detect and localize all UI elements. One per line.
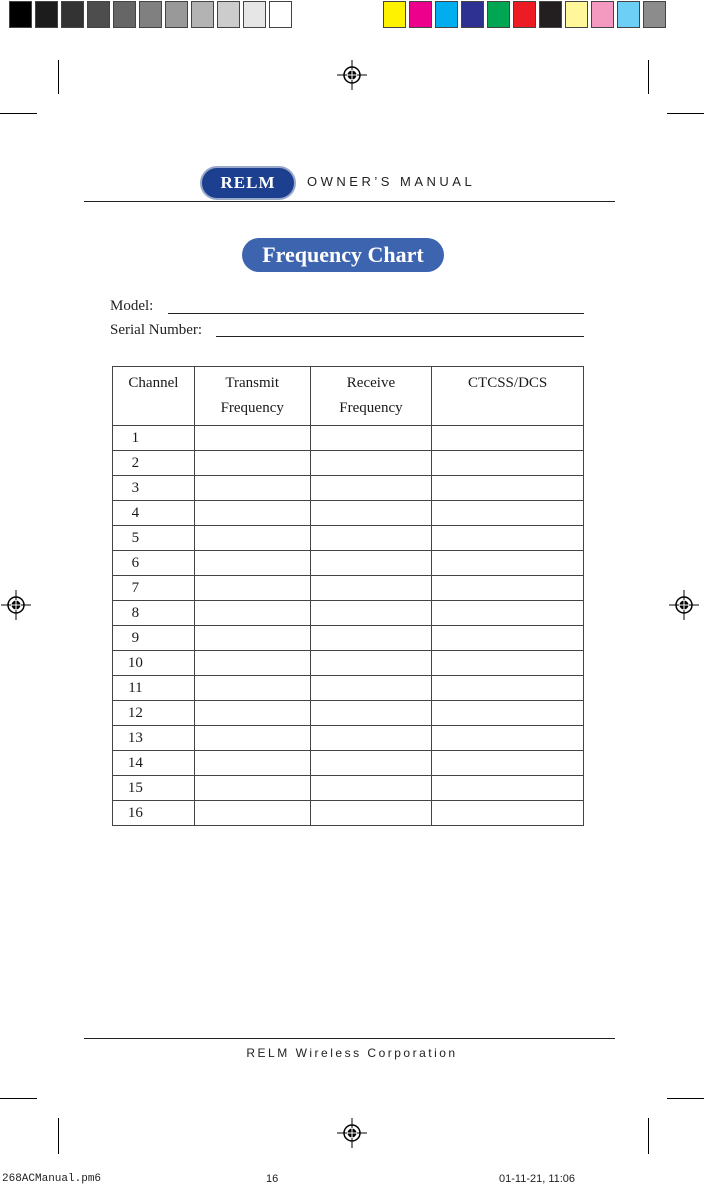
frequency-table bbox=[112, 366, 584, 826]
receive-frequency-cell[interactable] bbox=[310, 551, 432, 576]
ctcss-dcs-cell[interactable] bbox=[432, 676, 584, 701]
transmit-frequency-cell[interactable] bbox=[194, 726, 310, 751]
table-row bbox=[113, 751, 584, 776]
slug-filename: 268ACManual.pm6 bbox=[2, 1173, 102, 1185]
footer-company: RELM Wireless Corporation bbox=[246, 1046, 458, 1060]
ctcss-dcs-cell[interactable] bbox=[432, 601, 584, 626]
ctcss-dcs-cell[interactable] bbox=[432, 476, 584, 501]
receive-frequency-cell[interactable] bbox=[310, 526, 432, 551]
column-header bbox=[194, 367, 310, 426]
table-header-row bbox=[113, 367, 584, 426]
transmit-frequency-cell[interactable] bbox=[194, 651, 310, 676]
ctcss-dcs-cell[interactable] bbox=[432, 701, 584, 726]
column-header-line: Frequency bbox=[339, 400, 403, 416]
channel-number: 5 bbox=[113, 526, 195, 551]
transmit-frequency-cell[interactable] bbox=[194, 451, 310, 476]
transmit-frequency-cell[interactable] bbox=[194, 601, 310, 626]
channel-number: 6 bbox=[113, 551, 195, 576]
ctcss-dcs-cell[interactable] bbox=[432, 776, 584, 801]
model-field bbox=[168, 313, 584, 314]
column-header-line: CTCSS/DCS bbox=[468, 375, 548, 391]
transmit-frequency-cell[interactable] bbox=[194, 751, 310, 776]
receive-frequency-cell[interactable] bbox=[310, 626, 432, 651]
color-swatch bbox=[591, 1, 614, 28]
crop-mark bbox=[0, 1098, 37, 1099]
table-row bbox=[113, 701, 584, 726]
channel-number: 13 bbox=[113, 726, 195, 751]
ctcss-dcs-cell[interactable] bbox=[432, 526, 584, 551]
channel-number: 1 bbox=[113, 426, 195, 451]
receive-frequency-cell[interactable] bbox=[310, 601, 432, 626]
color-calibration-bar bbox=[383, 1, 666, 28]
color-swatch bbox=[513, 1, 536, 28]
receive-frequency-cell[interactable] bbox=[310, 776, 432, 801]
crop-mark bbox=[667, 113, 704, 114]
gray-swatch bbox=[61, 1, 84, 28]
column-header bbox=[310, 367, 432, 426]
receive-frequency-cell[interactable] bbox=[310, 451, 432, 476]
table-row bbox=[113, 576, 584, 601]
receive-frequency-cell[interactable] bbox=[310, 501, 432, 526]
header-rule bbox=[84, 201, 615, 202]
ctcss-dcs-cell[interactable] bbox=[432, 576, 584, 601]
receive-frequency-cell[interactable] bbox=[310, 576, 432, 601]
color-swatch bbox=[565, 1, 588, 28]
table-row bbox=[113, 501, 584, 526]
channel-number: 10 bbox=[113, 651, 195, 676]
channel-number: 3 bbox=[113, 476, 195, 501]
footer-rule bbox=[84, 1038, 615, 1039]
receive-frequency-cell[interactable] bbox=[310, 426, 432, 451]
color-swatch bbox=[461, 1, 484, 28]
color-swatch bbox=[409, 1, 432, 28]
chart-title: Frequency Chart bbox=[242, 238, 444, 272]
column-header bbox=[432, 367, 584, 426]
table-row bbox=[113, 426, 584, 451]
serial-number-label: Serial Number: bbox=[110, 322, 203, 338]
relm-logo bbox=[200, 166, 296, 200]
crop-mark bbox=[648, 60, 649, 94]
transmit-frequency-cell[interactable] bbox=[194, 801, 310, 826]
receive-frequency-cell[interactable] bbox=[310, 801, 432, 826]
transmit-frequency-cell[interactable] bbox=[194, 776, 310, 801]
column-header bbox=[113, 367, 195, 426]
receive-frequency-cell[interactable] bbox=[310, 651, 432, 676]
gray-swatch bbox=[35, 1, 58, 28]
registration-mark-icon bbox=[669, 590, 699, 620]
registration-mark-icon bbox=[337, 60, 367, 90]
gray-swatch bbox=[139, 1, 162, 28]
table-row bbox=[113, 776, 584, 801]
table-row bbox=[113, 451, 584, 476]
crop-mark bbox=[648, 1118, 649, 1154]
gray-swatch bbox=[9, 1, 32, 28]
receive-frequency-cell[interactable] bbox=[310, 476, 432, 501]
color-swatch bbox=[487, 1, 510, 28]
transmit-frequency-cell[interactable] bbox=[194, 676, 310, 701]
ctcss-dcs-cell[interactable] bbox=[432, 751, 584, 776]
table-row bbox=[113, 551, 584, 576]
gray-swatch bbox=[87, 1, 110, 28]
color-swatch bbox=[383, 1, 406, 28]
registration-mark-icon bbox=[1, 590, 31, 620]
transmit-frequency-cell[interactable] bbox=[194, 501, 310, 526]
table-row bbox=[113, 476, 584, 501]
table-row bbox=[113, 626, 584, 651]
gray-swatch bbox=[217, 1, 240, 28]
transmit-frequency-cell[interactable] bbox=[194, 551, 310, 576]
transmit-frequency-cell[interactable] bbox=[194, 426, 310, 451]
channel-number: 9 bbox=[113, 626, 195, 651]
column-header-line: Frequency bbox=[220, 400, 284, 416]
color-swatch bbox=[435, 1, 458, 28]
receive-frequency-cell[interactable] bbox=[310, 676, 432, 701]
receive-frequency-cell[interactable] bbox=[310, 751, 432, 776]
transmit-frequency-cell[interactable] bbox=[194, 476, 310, 501]
transmit-frequency-cell[interactable] bbox=[194, 526, 310, 551]
crop-mark bbox=[0, 113, 37, 114]
ctcss-dcs-cell[interactable] bbox=[432, 801, 584, 826]
table-row bbox=[113, 726, 584, 751]
gray-swatch bbox=[191, 1, 214, 28]
table-row bbox=[113, 676, 584, 701]
channel-number: 8 bbox=[113, 601, 195, 626]
ctcss-dcs-cell[interactable] bbox=[432, 651, 584, 676]
channel-number: 2 bbox=[113, 451, 195, 476]
column-header-line: Receive bbox=[346, 375, 396, 391]
ctcss-dcs-cell[interactable] bbox=[432, 626, 584, 651]
channel-number: 12 bbox=[113, 701, 195, 726]
grayscale-calibration-bar bbox=[9, 1, 292, 28]
transmit-frequency-cell[interactable] bbox=[194, 701, 310, 726]
gray-swatch bbox=[243, 1, 266, 28]
receive-frequency-cell[interactable] bbox=[310, 726, 432, 751]
registration-mark-icon bbox=[337, 1118, 367, 1148]
serial-number-field bbox=[216, 336, 584, 337]
ctcss-dcs-cell[interactable] bbox=[432, 551, 584, 576]
gray-swatch bbox=[165, 1, 188, 28]
table-row bbox=[113, 526, 584, 551]
gray-swatch bbox=[113, 1, 136, 28]
slug-timestamp: 01-11-21, 11:06 bbox=[499, 1173, 576, 1185]
transmit-frequency-cell[interactable] bbox=[194, 576, 310, 601]
channel-number: 15 bbox=[113, 776, 195, 801]
channel-number: 16 bbox=[113, 801, 195, 826]
transmit-frequency-cell[interactable] bbox=[194, 626, 310, 651]
crop-mark bbox=[667, 1098, 704, 1099]
ctcss-dcs-cell[interactable] bbox=[432, 726, 584, 751]
table-row bbox=[113, 801, 584, 826]
manual-title: OWNER’S MANUAL bbox=[307, 174, 476, 189]
ctcss-dcs-cell[interactable] bbox=[432, 451, 584, 476]
column-header-line: Transmit bbox=[225, 375, 280, 391]
slug-page-number: 16 bbox=[266, 1173, 279, 1185]
gray-swatch bbox=[269, 1, 292, 28]
logo-text: RELM bbox=[220, 173, 276, 192]
table-row bbox=[113, 601, 584, 626]
crop-mark bbox=[58, 60, 59, 94]
model-label: Model: bbox=[110, 298, 154, 314]
receive-frequency-cell[interactable] bbox=[310, 701, 432, 726]
table-row bbox=[113, 651, 584, 676]
channel-number: 7 bbox=[113, 576, 195, 601]
column-header-line: Channel bbox=[128, 375, 179, 391]
color-swatch bbox=[617, 1, 640, 28]
color-swatch bbox=[539, 1, 562, 28]
crop-mark bbox=[58, 1118, 59, 1154]
color-swatch bbox=[643, 1, 666, 28]
channel-number: 4 bbox=[113, 501, 195, 526]
channel-number: 11 bbox=[113, 676, 195, 701]
ctcss-dcs-cell[interactable] bbox=[432, 426, 584, 451]
channel-number: 14 bbox=[113, 751, 195, 776]
ctcss-dcs-cell[interactable] bbox=[432, 501, 584, 526]
